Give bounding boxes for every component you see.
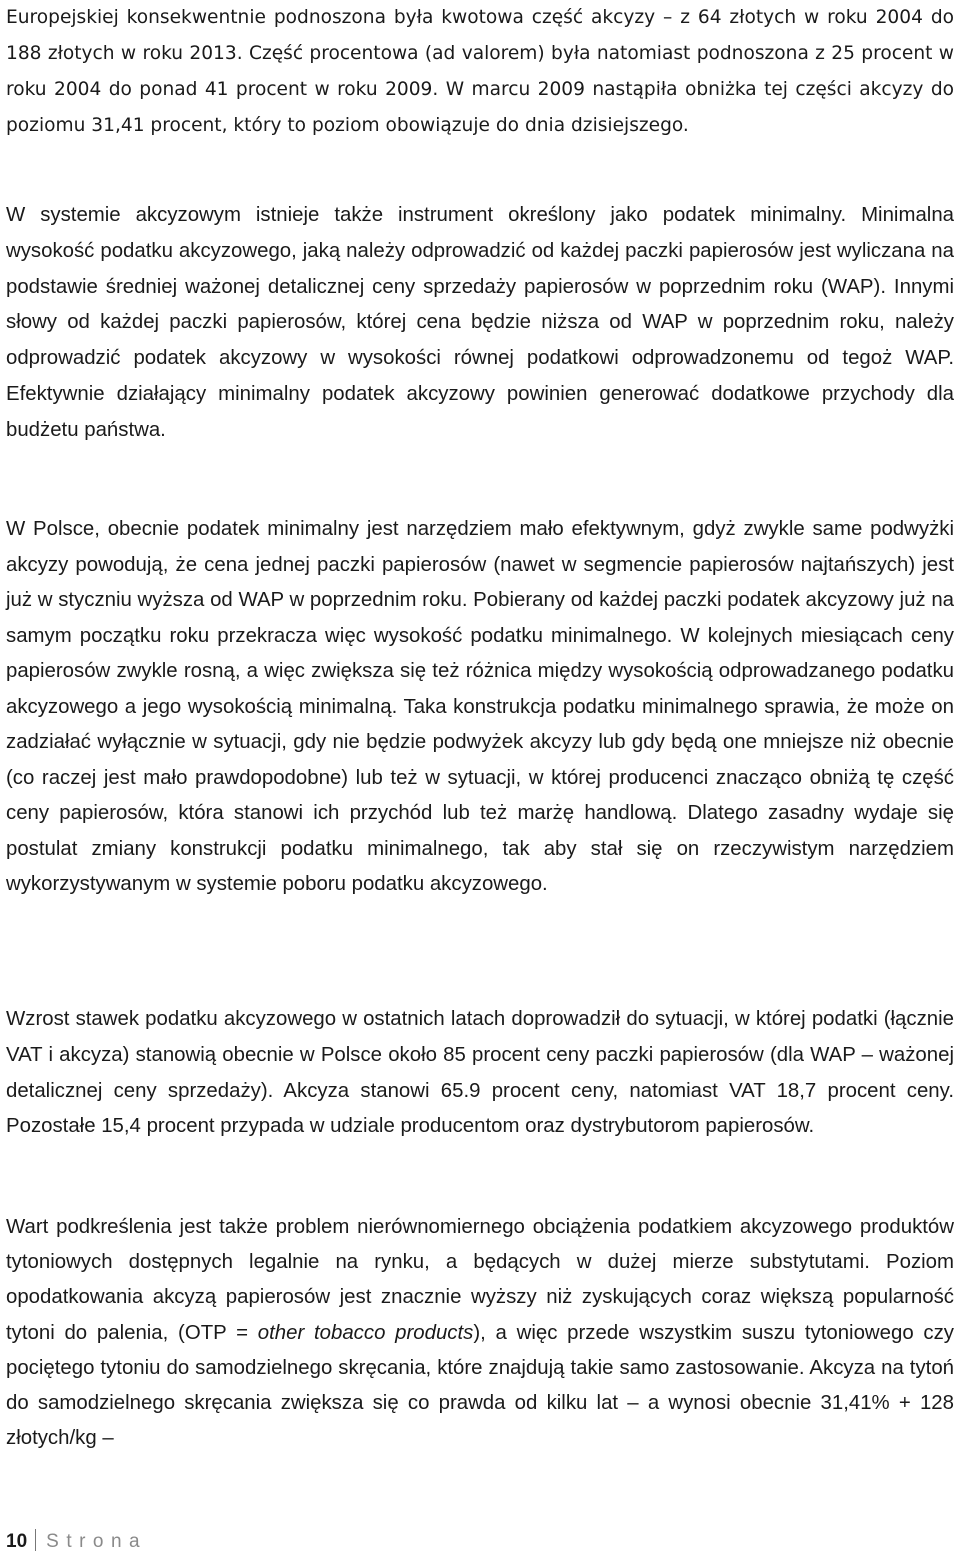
paragraph-excise-history: Europejskiej konsekwentnie podnoszona była kwotowa część akcyzy – z 64 złotych w roku 2004 do 188 złotych w roku 2013. Część procentowa (ad valorem) była natomiast podnoszona z 25 procent w roku 2004 do ponad 41 procent w roku 2009. W marcu 2009 nastąpiła obniżka tej części akcyzy do poziomu 31,41 procent, który to poziom obowiązuje do dnia dzisiejszego. xyxy=(6,7,954,136)
page-number: 10 xyxy=(6,1531,28,1552)
page-label: Strona xyxy=(46,1531,148,1552)
paragraph-text-italic: other tobacco products xyxy=(257,1321,474,1344)
paragraph-text-before: Wart podkreślenia jest także problem nierównomiernego obciążenia podatkiem akcyzowego produktów tytoniowych dostępnych legalnie na rynku, a będących w dużej mierze substytutami. Poziom opodatkowania akcyzą papierosów jest znacznie wyższy niż zyskujących coraz większą popularność tytoni do palenia, (OTP = xyxy=(6,1216,954,1344)
paragraph-tax-share: Wzrost stawek podatku akcyzowego w ostatnich latach doprowadził do sytuacji, w której podatki (łącznie VAT i akcyza) stanowią obecnie w Polsce około 85 procent ceny paczki papierosów (dla WAP – ważonej detalicznej ceny sprzedaży). Akcyza stanowi 65.9 procent ceny, natomiast VAT 18,7 procent ceny. Pozostałe 15,4 procent przypada w udziale producentom oraz dystrybutorom papierosów. xyxy=(6,1008,954,1138)
paragraph-text-after: ), a więc przede wszystkim suszu tytoniowego czy pociętego tytoniu do samodzielnego skręcania, które znajdują takie samo zastosowanie. Akcyza na tytoń do samodzielnego skręcania zwiększa się co prawda od kilku lat – a wynosi obecnie 31,41% + 128 złotych/kg – xyxy=(6,1321,954,1450)
footer-divider xyxy=(35,1529,36,1551)
paragraph-uneven-burden xyxy=(6,1210,954,1456)
paragraph-minimum-tax-poland: W Polsce, obecnie podatek minimalny jest narzędziem mało efektywnym, gdyż zwykle same podwyżki akcyzy powodują, że cena jednej paczki papierosów (nawet w segmencie papierosów najtańszych) jest już w styczniu wyższa od WAP w poprzednim roku. Pobierany od każdej paczki podatek akcyzowy już na samym początku roku przekracza więc wysokość podatku minimalnego. W kolejnych miesiącach ceny papierosów zwykle rosną, a więc zwiększa się też różnica między wysokością odprowadzanego podatku akcyzowego a jego wysokością minimalną. Taka konstrukcja podatku minimalnego sprawia, że może on zadziałać wyłącznie w sytuacji, gdy nie będzie podwyżek akcyzy lub gdy będą one mniejsze niż obecnie (co raczej jest mało prawdopodobne) lub też w sytuacji, w której producenci znacząco obniżą tę część ceny papierosów, która stanowi ich przychód lub też marżę handlową. Dlatego zasadny wydaje się postulat zmiany konstrukcji podatku minimalnego, tak aby stał się on rzeczywistym narzędziem wykorzystywanym w systemie poboru podatku akcyzowego. xyxy=(6,518,954,895)
page-footer xyxy=(6,1527,147,1557)
paragraph-minimum-tax: W systemie akcyzowym istnieje także instrument określony jako podatek minimalny. Minimalna wysokość podatku akcyzowego, jaką należy odprowadzić od każdej paczki papierosów jest wyliczana na podstawie średniej ważonej detalicznej ceny sprzedaży papierosów w poprzednim roku (WAP). Innymi słowy od każdej paczki papierosów, której cena będzie niższa od WAP w poprzednim roku, należy odprowadzić podatek akcyzowy w wysokości równej podatkowi odprowadzonemu od tegoż WAP. Efektywnie działający minimalny podatek akcyzowy powinien generować dodatkowe przychody dla budżetu państwa. xyxy=(6,204,954,441)
